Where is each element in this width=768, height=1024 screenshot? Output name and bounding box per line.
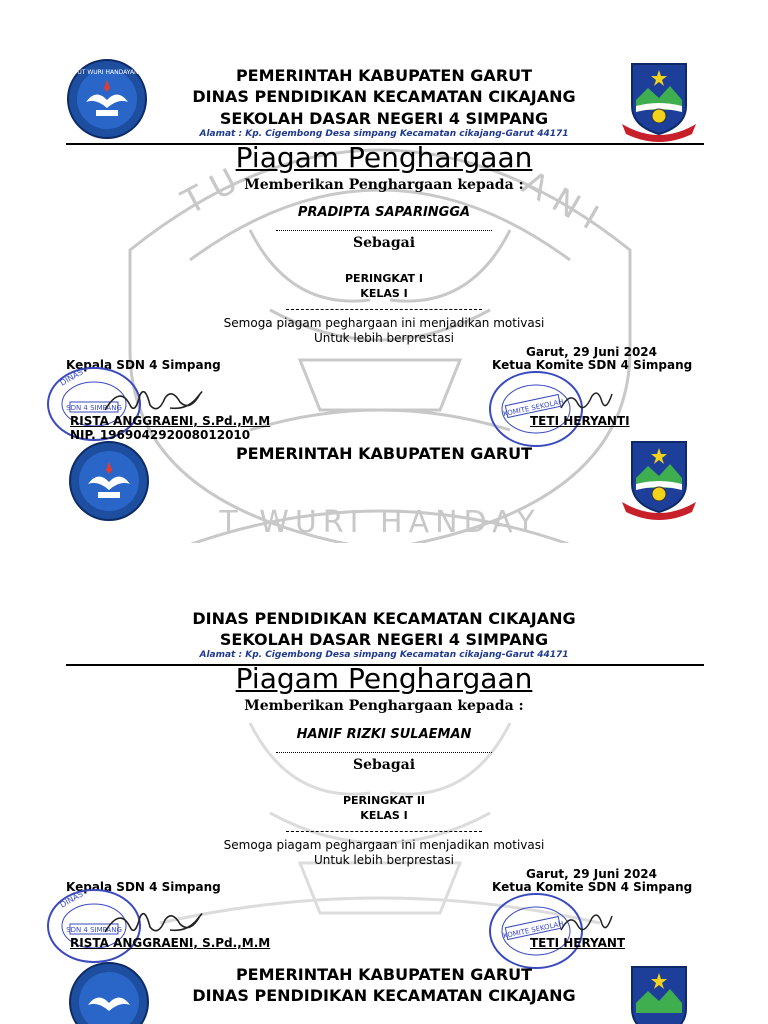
motto-line-1: Semoga piagam peghargaan ini menjadikan motivasi [223,316,545,330]
header-line-1: PEMERINTAH KABUPATEN GARUT [235,66,533,85]
signature-date: Garut, 29 Juni 2024 [526,867,657,881]
left-signatory-nip: NIP. 196904292008012010 [70,428,251,442]
svg-text:KOMITE SEKOLAH: KOMITE SEKOLAH [502,919,565,941]
class-text: KELAS I [360,287,408,300]
recipient-name: PRADIPTA SAPARINGGA [297,205,471,220]
motto-line-2: Untuk lebih berprestasi [313,331,455,345]
svg-text:T WURI HANDAY: T WURI HANDAY [219,505,541,540]
given-to-label: Memberikan Penghargaan kepada : [244,177,524,193]
header-line-1: PEMERINTAH KABUPATEN GARUT [235,965,533,984]
recipient-name: HANIF RIZKI SULAEMAN [296,727,472,742]
certificate-title: Piagam Penghargaan [235,141,533,174]
svg-text:DINAS: DINAS [58,889,85,910]
given-to-label: Memberikan Penghargaan kepada : [244,698,524,714]
certificate-page-2 [0,543,768,1024]
right-signatory-name: TETI HERYANTI [530,414,630,428]
rank-dashed-line [286,830,482,832]
signature-right-icon [556,384,616,418]
svg-text:T U: T U [175,161,245,223]
right-signatory-title: Ketua Komite SDN 4 Simpang [492,358,693,372]
as-label: Sebagai [352,757,416,773]
svg-text:KOMITE SEKOLAH: KOMITE SEKOLAH [502,397,565,419]
signature-date: Garut, 29 Juni 2024 [526,345,657,359]
header-address: Alamat : Kp. Cigembong Desa simpang Kecamatan cikajang-Garut 44171 [199,129,569,139]
rank-text: PERINGKAT II [342,794,426,807]
name-dotted-line [276,751,492,753]
class-text: KELAS I [360,809,408,822]
svg-text:SDN 4 SIMPANG: SDN 4 SIMPANG [66,926,122,934]
header-line-2: DINAS PENDIDIKAN KECAMATAN CIKAJANG [192,87,576,106]
header-line-2: DINAS PENDIDIKAN KECAMATAN CIKAJANG [192,609,576,628]
rank-text: PERINGKAT I [345,272,423,285]
header-line-1: PEMERINTAH KABUPATEN GARUT [235,444,533,463]
svg-text:SDN 4 SIMPANG: SDN 4 SIMPANG [66,404,122,412]
right-signatory-name: TETI HERYANT [530,936,626,950]
right-signatory-title: Ketua Komite SDN 4 Simpang [492,880,693,894]
left-signatory-name: RISTA ANGGRAENI, S.Pd.,M.M [70,936,271,950]
header-line-2: DINAS PENDIDIKAN KECAMATAN CIKAJANG [192,986,576,1005]
left-signatory-title: Kepala SDN 4 Simpang [66,358,221,372]
certificate-title: Piagam Penghargaan [235,662,533,695]
signature-right-icon [556,906,616,940]
header-line-3: SEKOLAH DASAR NEGERI 4 SIMPANG [219,109,549,128]
svg-text:TUT WURI HANDAYANI: TUT WURI HANDAYANI [73,69,141,76]
name-dotted-line [276,229,492,231]
left-signatory-name: RISTA ANGGRAENI, S.Pd.,M.M [70,414,271,428]
svg-text:A N I: A N I [515,163,606,238]
svg-text:DINAS: DINAS [58,367,85,388]
as-label: Sebagai [352,235,416,251]
watermark-logo-icon [100,486,660,543]
motto-line-1: Semoga piagam peghargaan ini menjadikan motivasi [223,838,545,852]
header-address: Alamat : Kp. Cigembong Desa simpang Kecamatan cikajang-Garut 44171 [199,650,569,660]
left-signatory-title: Kepala SDN 4 Simpang [66,880,221,894]
header-line-3: SEKOLAH DASAR NEGERI 4 SIMPANG [219,630,549,649]
rank-dashed-line [286,308,482,310]
motto-line-2: Untuk lebih berprestasi [313,853,455,867]
